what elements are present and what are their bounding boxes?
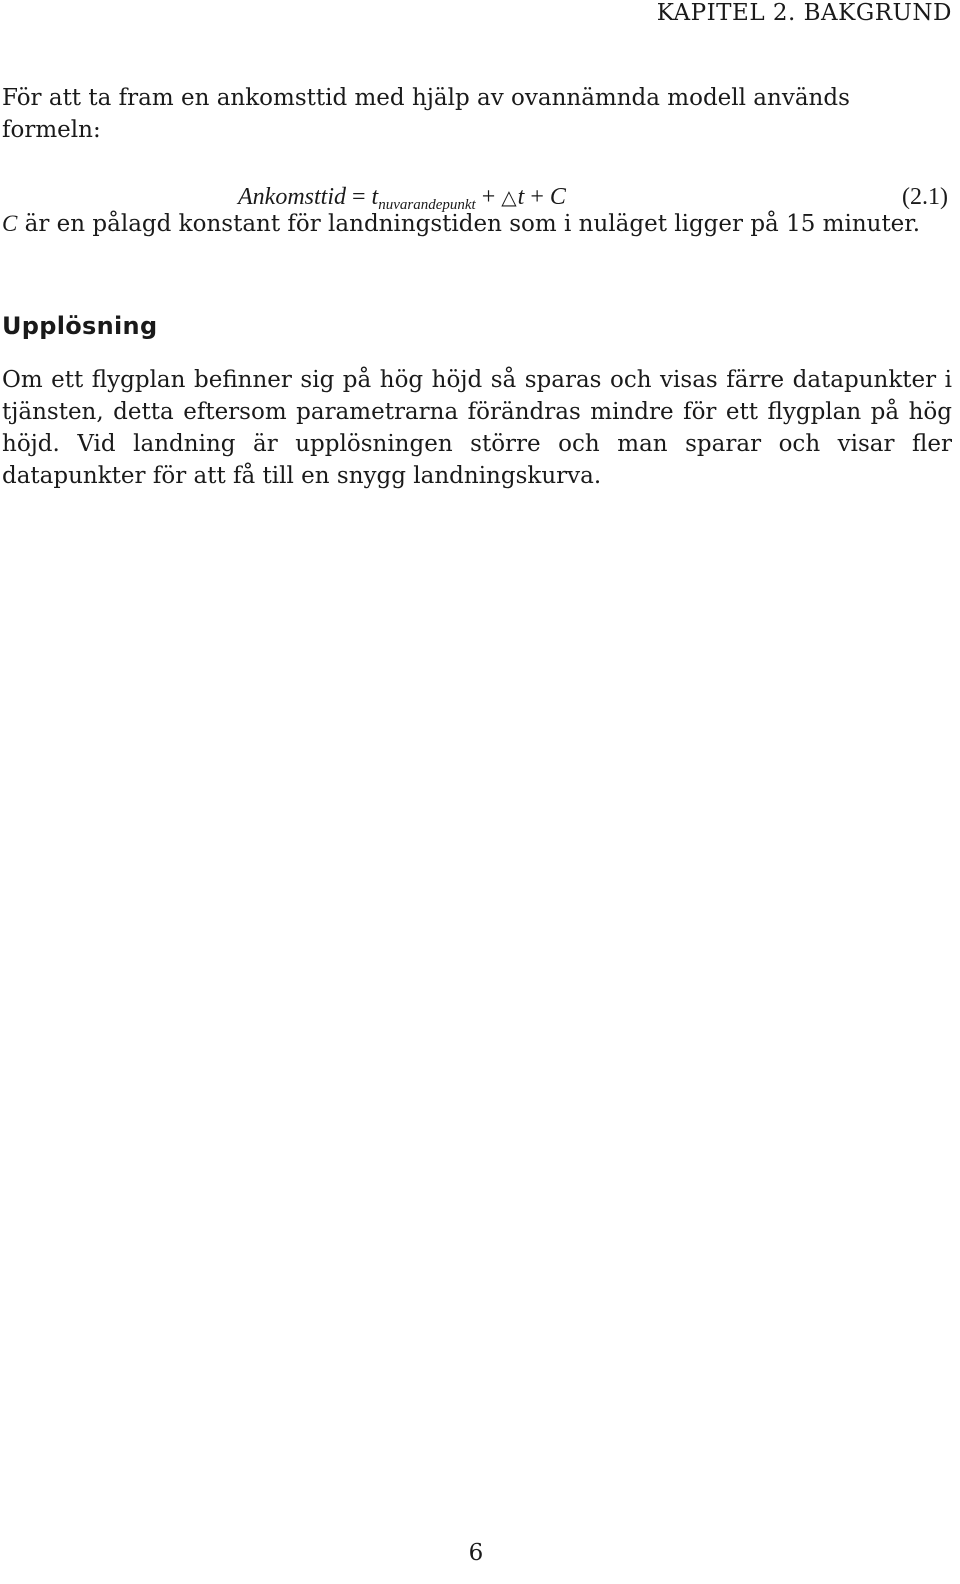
running-header: KAPITEL 2. BAKGRUND <box>656 0 952 26</box>
equation-equals: = <box>352 184 366 210</box>
equation-t2: t <box>517 184 525 210</box>
equation-number: (2.1) <box>902 184 948 210</box>
delta-icon: △ <box>501 187 517 209</box>
equation-t: t <box>371 184 379 210</box>
section-body: Om ett flygplan befinner sig på hög höjd så sparas och visas färre datapunkter i tjänsten, detta eftersom parametrarna förändras mindre för ett flygplan på hög höjd. Vid landning är upplösningen större och man sparar och visar fler datapunkter för att få till en snygg landningskurva. <box>2 367 952 489</box>
section-heading: Upplösning <box>2 312 158 340</box>
equation-subscript: nuvarandepunkt <box>378 197 476 213</box>
equation-plus-1: + <box>481 184 496 210</box>
intro-paragraph: För att ta fram en ankomsttid med hjälp av ovannämnda modell används formeln: <box>2 85 850 143</box>
equation-lhs: Ankomsttid <box>238 184 346 210</box>
constant-symbol: C <box>2 211 18 236</box>
constant-text: är en pålagd konstant för landningstiden som i nuläget ligger på 15 minuter. <box>17 211 921 237</box>
equation-constant: C <box>549 184 566 210</box>
constant-paragraph <box>2 208 952 240</box>
equation-plus-2: + <box>530 184 544 210</box>
page-number: 6 <box>468 1540 484 1566</box>
